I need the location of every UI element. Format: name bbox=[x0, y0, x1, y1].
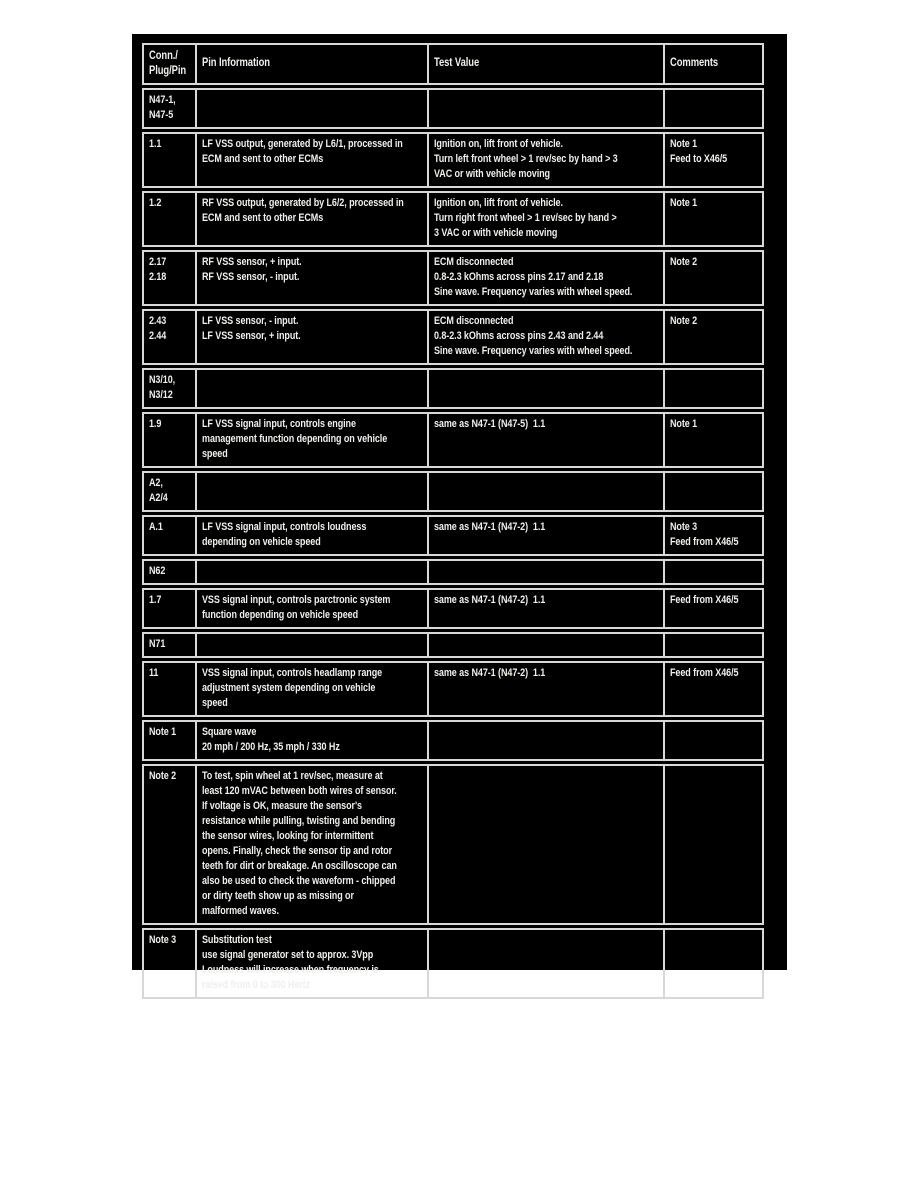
cell-text-line: Feed to X46/5 bbox=[670, 153, 728, 165]
cell-text-line: use signal generator set to approx. 3Vpp bbox=[202, 949, 374, 961]
table-row bbox=[142, 588, 764, 629]
cell-info bbox=[195, 588, 427, 629]
cell-text-line: Note 3 bbox=[670, 521, 698, 533]
cell-pin bbox=[142, 132, 195, 188]
table-row bbox=[142, 88, 764, 129]
cell-comments bbox=[663, 661, 764, 717]
cell-text-line: N62 bbox=[149, 565, 166, 577]
cell-text-line: Note 1 bbox=[670, 138, 698, 150]
cell-comments bbox=[663, 588, 764, 629]
cell-test bbox=[427, 720, 663, 761]
cell-text-line: 11 bbox=[149, 667, 159, 679]
pin-diagnostic-table bbox=[142, 43, 764, 1002]
cell-text-line: same as N47-1 (N47-2) 1.1 bbox=[434, 667, 546, 679]
cell-text-line: 3 VAC or with vehicle moving bbox=[434, 227, 558, 239]
cell-text-line: ECM and sent to other ECMs bbox=[202, 212, 324, 224]
header-label: Test Value bbox=[434, 57, 480, 69]
cell-comments bbox=[663, 368, 764, 409]
cell-test bbox=[427, 412, 663, 468]
cell-pin bbox=[142, 632, 195, 658]
cell-comments bbox=[663, 412, 764, 468]
cell-pin bbox=[142, 515, 195, 556]
cell-text-line: RF VSS output, generated by L6/2, processed in bbox=[202, 197, 404, 209]
table-row bbox=[142, 368, 764, 409]
cell-info bbox=[195, 764, 427, 925]
cell-comments bbox=[663, 309, 764, 365]
cell-text-line: Sine wave. Frequency varies with wheel speed. bbox=[434, 286, 633, 298]
cell-comments bbox=[663, 928, 764, 999]
cell-text-line: 2.44 bbox=[149, 330, 167, 342]
header-comments bbox=[663, 43, 764, 85]
cell-test bbox=[427, 515, 663, 556]
cell-text-line: 2.43 bbox=[149, 315, 167, 327]
cell-test bbox=[427, 588, 663, 629]
cell-test bbox=[427, 764, 663, 925]
cell-info bbox=[195, 132, 427, 188]
cell-text-line: N3/10, bbox=[149, 374, 176, 386]
cell-text-line: Ignition on, lift front of vehicle. bbox=[434, 197, 563, 209]
table-row bbox=[142, 191, 764, 247]
cell-text-line: N71 bbox=[149, 638, 166, 650]
scanned-table-block bbox=[132, 34, 787, 991]
cell-text-line: Note 1 bbox=[149, 726, 177, 738]
cell-text-line: RF VSS sensor, + input. bbox=[202, 256, 302, 268]
table-row bbox=[142, 559, 764, 585]
cell-info bbox=[195, 720, 427, 761]
table-row bbox=[142, 928, 764, 999]
header-label: Plug/Pin bbox=[149, 64, 187, 77]
cell-text-line: speed bbox=[202, 697, 228, 709]
cell-text-line: 1.9 bbox=[149, 418, 162, 430]
cell-text-line: If voltage is OK, measure the sensor's bbox=[202, 800, 362, 812]
cell-text-line: LF VSS sensor, - input. bbox=[202, 315, 299, 327]
cell-comments bbox=[663, 559, 764, 585]
cell-text-line: Loudness will increase when frequency is bbox=[202, 964, 379, 976]
cell-test bbox=[427, 250, 663, 306]
cell-test bbox=[427, 632, 663, 658]
cell-comments bbox=[663, 720, 764, 761]
header-conn-plug-pin bbox=[142, 43, 195, 85]
cell-text-line: Note 2 bbox=[670, 256, 698, 268]
table-row bbox=[142, 632, 764, 658]
cell-pin bbox=[142, 88, 195, 129]
cell-text-line: speed bbox=[202, 448, 228, 460]
cell-text-line: resistance while pulling, twisting and bending bbox=[202, 815, 396, 827]
cell-text-line: 1.1 bbox=[149, 138, 162, 150]
cell-text-line: depending on vehicle speed bbox=[202, 536, 321, 548]
cell-pin bbox=[142, 661, 195, 717]
table-row bbox=[142, 412, 764, 468]
table-row bbox=[142, 720, 764, 761]
cell-comments bbox=[663, 132, 764, 188]
cell-text-line: ECM and sent to other ECMs bbox=[202, 153, 324, 165]
cell-text-line: 1.7 bbox=[149, 594, 162, 606]
cell-info bbox=[195, 368, 427, 409]
cell-test bbox=[427, 471, 663, 512]
cell-comments bbox=[663, 764, 764, 925]
cell-text-line: the sensor wires, looking for intermittent bbox=[202, 830, 374, 842]
header-label: Pin Information bbox=[202, 57, 270, 69]
cell-test bbox=[427, 661, 663, 717]
cell-info bbox=[195, 471, 427, 512]
cell-pin bbox=[142, 250, 195, 306]
cell-text-line: VAC or with vehicle moving bbox=[434, 168, 550, 180]
cell-info bbox=[195, 515, 427, 556]
cell-text-line: Note 2 bbox=[670, 315, 698, 327]
cell-text-line: Substitution test bbox=[202, 934, 272, 946]
cell-text-line: Feed from X46/5 bbox=[670, 536, 739, 548]
cell-info bbox=[195, 632, 427, 658]
cell-info bbox=[195, 661, 427, 717]
cell-info bbox=[195, 309, 427, 365]
cell-text-line: VSS signal input, controls headlamp range bbox=[202, 667, 383, 679]
cell-info bbox=[195, 250, 427, 306]
cell-comments bbox=[663, 191, 764, 247]
header-label: Comments bbox=[670, 57, 719, 69]
cell-text-line: 0.8-2.3 kOhms across pins 2.43 and 2.44 bbox=[434, 330, 604, 342]
cell-pin bbox=[142, 720, 195, 761]
cell-pin bbox=[142, 309, 195, 365]
cell-text-line: or dirty teeth show up as missing or bbox=[202, 890, 354, 902]
cell-text-line: Turn right front wheel > 1 rev/sec by hand > bbox=[434, 212, 617, 224]
header-test-value bbox=[427, 43, 663, 85]
cell-text-line: 2.17 bbox=[149, 256, 167, 268]
cell-text-line: 2.18 bbox=[149, 271, 167, 283]
table-row bbox=[142, 661, 764, 717]
cell-test bbox=[427, 88, 663, 129]
cell-text-line: also be used to check the waveform - chipped bbox=[202, 875, 396, 887]
cell-text-line: Feed from X46/5 bbox=[670, 667, 739, 679]
cell-comments bbox=[663, 471, 764, 512]
cell-pin bbox=[142, 412, 195, 468]
cell-text-line: Ignition on, lift front of vehicle. bbox=[434, 138, 563, 150]
table-row bbox=[142, 309, 764, 365]
cell-comments bbox=[663, 88, 764, 129]
cell-text-line: N47-5 bbox=[149, 109, 174, 121]
cell-text-line: teeth for dirt or breakage. An oscilloscope can bbox=[202, 860, 397, 872]
cell-text-line: 1.2 bbox=[149, 197, 162, 209]
cell-text-line: VSS signal input, controls parctronic system bbox=[202, 594, 391, 606]
cell-test bbox=[427, 368, 663, 409]
table-header-row bbox=[142, 43, 764, 85]
cell-text-line: 20 mph / 200 Hz, 35 mph / 330 Hz bbox=[202, 741, 340, 753]
header-label: Conn./ bbox=[149, 49, 178, 62]
cell-text-line: Note 1 bbox=[670, 197, 698, 209]
cell-text-line: Sine wave. Frequency varies with wheel speed. bbox=[434, 345, 633, 357]
cell-text-line: least 120 mVAC between both wires of sensor. bbox=[202, 785, 397, 797]
cell-test bbox=[427, 309, 663, 365]
header-pin-information bbox=[195, 43, 427, 85]
cell-text-line: Note 2 bbox=[149, 770, 177, 782]
cell-pin bbox=[142, 928, 195, 999]
cell-info bbox=[195, 412, 427, 468]
cell-comments bbox=[663, 632, 764, 658]
cell-pin bbox=[142, 471, 195, 512]
table-row bbox=[142, 132, 764, 188]
cell-test bbox=[427, 928, 663, 999]
cell-text-line: ECM disconnected bbox=[434, 256, 514, 268]
cell-info bbox=[195, 191, 427, 247]
table-body bbox=[142, 88, 764, 999]
cell-test bbox=[427, 559, 663, 585]
table-row bbox=[142, 471, 764, 512]
cell-text-line: N47-1, bbox=[149, 94, 176, 106]
cell-text-line: A2/4 bbox=[149, 492, 168, 504]
cell-text-line: same as N47-1 (N47-2) 1.1 bbox=[434, 521, 546, 533]
cell-pin bbox=[142, 191, 195, 247]
cell-text-line: same as N47-1 (N47-5) 1.1 bbox=[434, 418, 546, 430]
cell-info bbox=[195, 559, 427, 585]
cell-text-line: N3/12 bbox=[149, 389, 173, 401]
cell-text-line: raised from 0 to 300 Hertz bbox=[202, 979, 311, 991]
cell-text-line: LF VSS signal input, controls engine bbox=[202, 418, 356, 430]
cell-text-line: 0.8-2.3 kOhms across pins 2.17 and 2.18 bbox=[434, 271, 604, 283]
table-row bbox=[142, 764, 764, 925]
cell-comments bbox=[663, 515, 764, 556]
cell-test bbox=[427, 191, 663, 247]
cell-pin bbox=[142, 764, 195, 925]
cell-text-line: opens. Finally, check the sensor tip and rotor bbox=[202, 845, 393, 857]
cell-test bbox=[427, 132, 663, 188]
cell-info bbox=[195, 88, 427, 129]
cell-text-line: A2, bbox=[149, 477, 163, 489]
cell-text-line: LF VSS output, generated by L6/1, processed in bbox=[202, 138, 403, 150]
cell-pin bbox=[142, 368, 195, 409]
cell-text-line: Note 1 bbox=[670, 418, 698, 430]
cell-info bbox=[195, 928, 427, 999]
cell-text-line: To test, spin wheel at 1 rev/sec, measure at bbox=[202, 770, 383, 782]
cell-text-line: function depending on vehicle speed bbox=[202, 609, 359, 621]
cell-pin bbox=[142, 588, 195, 629]
cell-text-line: Turn left front wheel > 1 rev/sec by hand > 3 bbox=[434, 153, 618, 165]
cell-comments bbox=[663, 250, 764, 306]
cell-text-line: malformed waves. bbox=[202, 905, 279, 917]
cell-text-line: ECM disconnected bbox=[434, 315, 514, 327]
cell-text-line: Square wave bbox=[202, 726, 257, 738]
table-row bbox=[142, 250, 764, 306]
cell-text-line: adjustment system depending on vehicle bbox=[202, 682, 376, 694]
cell-text-line: A.1 bbox=[149, 521, 163, 533]
cell-text-line: LF VSS sensor, + input. bbox=[202, 330, 301, 342]
cell-text-line: Feed from X46/5 bbox=[670, 594, 739, 606]
cell-text-line: Note 3 bbox=[149, 934, 177, 946]
cell-text-line: same as N47-1 (N47-2) 1.1 bbox=[434, 594, 546, 606]
cell-text-line: management function depending on vehicle bbox=[202, 433, 388, 445]
cell-text-line: RF VSS sensor, - input. bbox=[202, 271, 300, 283]
cell-text-line: LF VSS signal input, controls loudness bbox=[202, 521, 367, 533]
table-row bbox=[142, 515, 764, 556]
cell-pin bbox=[142, 559, 195, 585]
